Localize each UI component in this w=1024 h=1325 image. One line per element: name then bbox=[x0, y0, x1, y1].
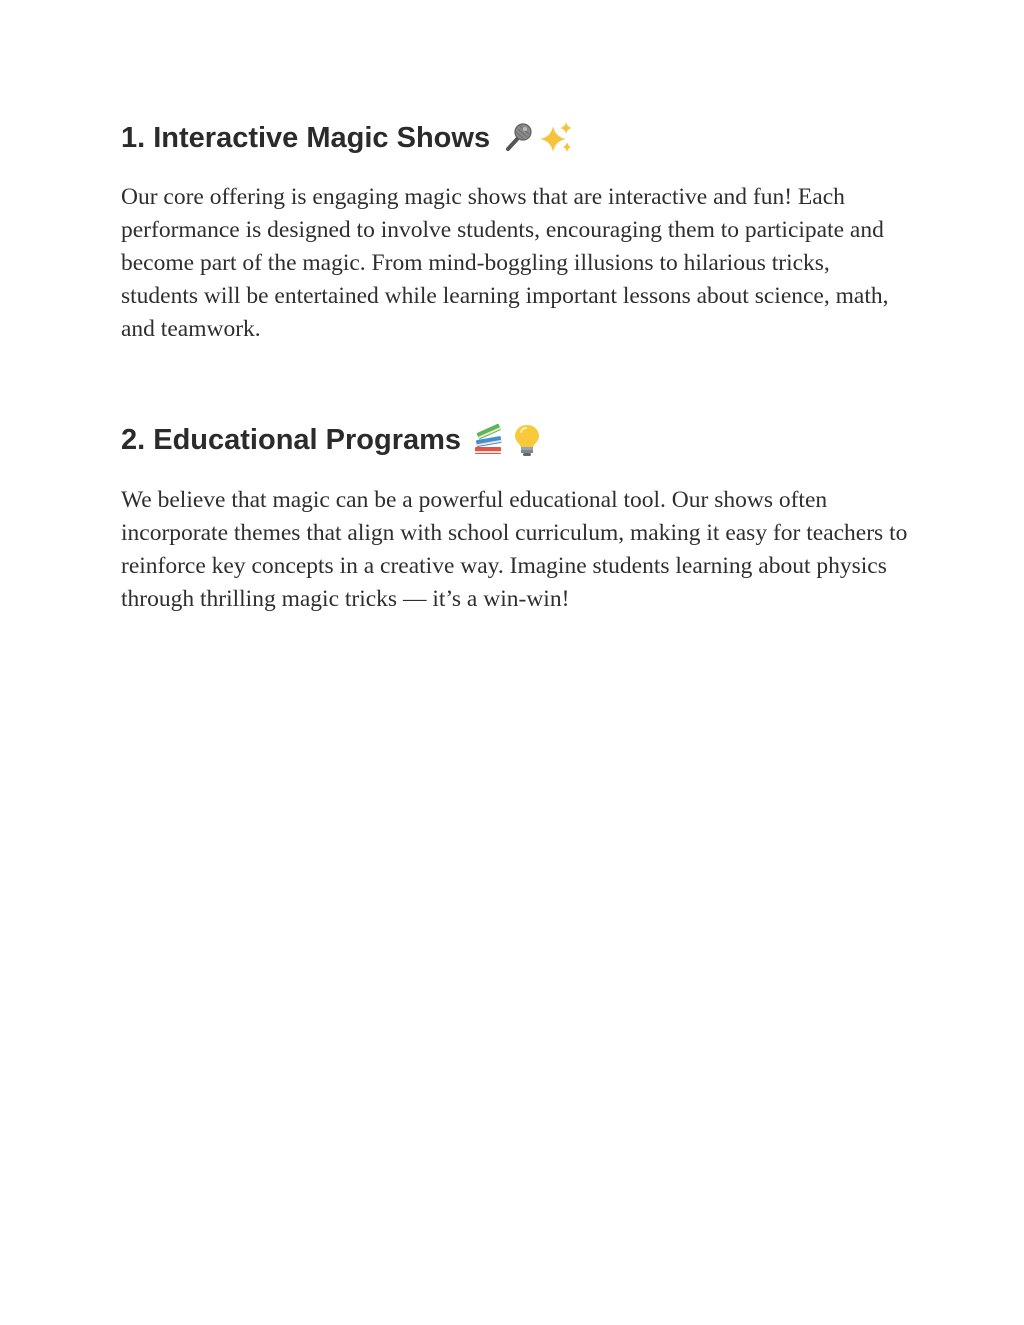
section-heading-interactive-magic-shows bbox=[121, 120, 574, 156]
heading-emoji-group bbox=[500, 120, 574, 156]
section-body-interactive-magic-shows: Our core offering is engaging magic shows that are interactive and fun! Each performance is designed to involve students, encouraging them to participate and become part of the magic. From mind-boggling illusions to hilarious tricks, students will be entertained while learning important lessons about science, math, and teamwork. bbox=[121, 184, 889, 342]
section-body-educational-programs: We believe that magic can be a powerful educational tool. Our shows often incorporate themes that align with school curriculum, making it easy for teachers to reinforce key concepts in a creative way. Imagine students learning about physics through thrilling magic tricks — it’s a win-win! bbox=[121, 487, 908, 612]
light-bulb-icon bbox=[509, 422, 545, 458]
heading-emoji-group bbox=[471, 422, 545, 458]
section-heading-educational-programs bbox=[121, 422, 545, 458]
section-heading-text: 1. Interactive Magic Shows bbox=[121, 122, 491, 154]
sparkles-icon bbox=[538, 120, 574, 156]
section-heading-text: 2. Educational Programs bbox=[121, 424, 462, 456]
books-icon bbox=[471, 422, 507, 458]
microphone-icon bbox=[500, 120, 536, 156]
